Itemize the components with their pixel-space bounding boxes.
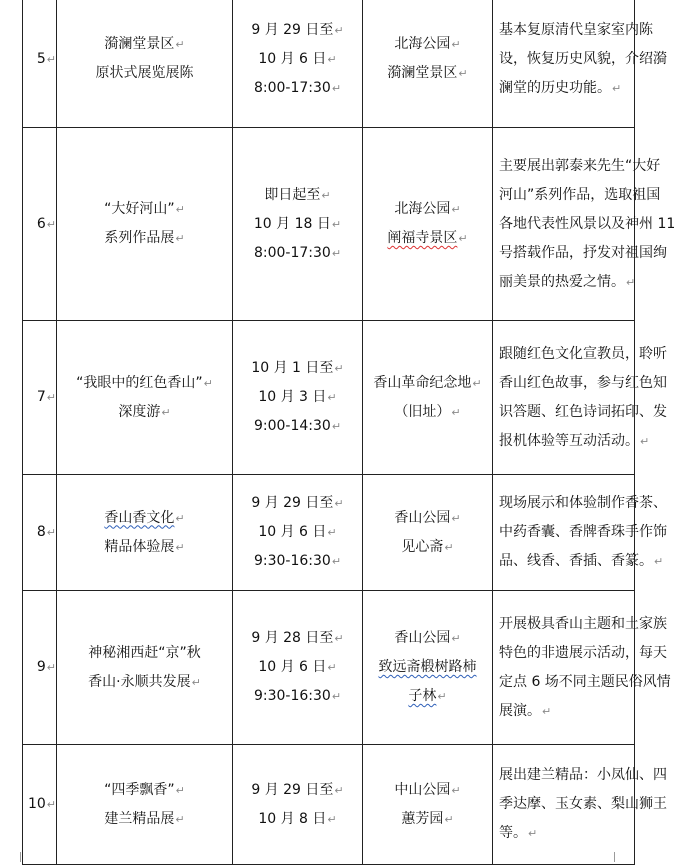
event-location-line: 漪澜堂景区 [387,65,458,81]
event-location-line: （旧址） [394,403,451,420]
event-description-line: 河山”系列作品，选取祖国 [499,186,661,203]
event-time-line: 10 月 3 日 [258,389,327,405]
event-location-cell: 香山公园↵ 致远斋椴树路柿 子林↵ [363,591,493,745]
event-description-line: 主要展出郭泰来先生“大好 [499,157,661,174]
event-location-line: 中山公园 [394,781,451,798]
table-row [23,475,635,591]
event-location-line: 见心斋 [401,538,444,555]
event-time-cell: 即日起至↵ 10 月 18 日↵ 8:00-17:30↵ [233,128,363,321]
event-name-line: 系列作品展 [104,230,175,246]
event-time-line: 8:00-17:30 [253,244,331,261]
event-name-line: 深度游 [118,403,161,420]
event-time-line: 10 月 8 日 [258,810,327,827]
page-corner-mark-left [10,852,21,862]
event-name-line: 原状式展览展陈 [95,65,194,81]
event-description-cell: 主要展出郭泰来先生“大好 河山”系列作品，选取祖国 各地代表性风景以及神州 11 号搭载作品，抒发对祖国绚 丽美景的热爱之情。↵ [493,128,635,321]
event-time-cell: 9 月 29 日至↵ 10 月 6 日↵ 9:30-16:30↵ [233,475,363,591]
event-description-line: 澜堂的历史功能。 [499,79,611,96]
event-name-cell: “我眼中的红色香山”↵ 深度游↵ [57,321,233,475]
event-time-line: 10 月 6 日 [258,524,327,540]
event-time-line: 9 月 28 日至 [251,630,334,646]
event-description-line: 设，恢复历史风貌，介绍漪 [499,50,667,67]
event-name-cell: 漪澜堂景区↵ 原状式展览展陈 [57,0,233,128]
row-number-cell: 9↵ [23,591,57,745]
event-time-line: 9 月 29 日至 [251,495,334,511]
event-time-line: 10 月 18 日 [253,215,331,232]
table-row [23,128,635,321]
event-description-line: 跟随红色文化宣教员，聆听 [499,345,667,362]
event-description-line: 品、线香、香插、香篆。 [499,553,653,569]
event-time-line: 8:00-17:30 [253,79,331,96]
event-location-line: 致远斋椴树路柿 [378,659,477,675]
event-description-line: 中药香囊、香牌香珠手作饰 [499,524,667,540]
event-description-line: 开展极具香山主题和土家族 [499,615,667,632]
event-description-line: 特色的非遗展示活动，每天 [499,644,667,661]
table-row [23,321,635,475]
event-name-cell: “四季飘香”↵ 建兰精品展↵ [57,745,233,865]
event-description-line: 基本复原清代皇家室内陈 [499,21,653,38]
row-number-cell: 5↵ [23,0,57,128]
row-number-cell: 8↵ [23,475,57,591]
event-name-cell: 香山香文化↵ 精品体验展↵ [57,475,233,591]
event-description-line: 等。 [499,825,527,841]
table-row [23,0,635,128]
event-name-line: 神秘湘西赶“京”秋 [88,644,201,661]
event-name-line: 香山香文化 [104,509,175,526]
event-description-cell: 现场展示和体验制作香茶、 中药香囊、香牌香珠手作饰 品、线香、香插、香篆。↵ [493,475,635,591]
row-number-cell: 7↵ [23,321,57,475]
event-name-line: 精品体验展 [104,538,175,555]
event-description-line: 识答题、红色诗词拓印、发 [499,403,667,420]
row-number: 6 [36,215,46,232]
event-name-cell: 神秘湘西赶“京”秋 香山·永顺共发展↵ [57,591,233,745]
event-time-line: 10 月 6 日 [258,50,327,67]
event-description-line: 季达摩、玉女素、梨山狮王 [499,796,667,812]
event-name-line: 漪澜堂景区 [104,36,175,52]
events-table [22,0,675,865]
event-name-line: 香山·永顺共发展 [88,673,191,690]
event-time-line: 9 月 29 日至 [251,781,334,798]
event-location-line: 香山公园 [394,630,451,646]
event-description-line: 定点 6 场不同主题民俗风情 [499,673,671,690]
event-description-cell: 跟随红色文化宣教员，聆听 香山红色故事，参与红色知 识答题、红色诗词拓印、发 报机体验等互动活动。↵ [493,321,635,475]
event-description-cell: 基本复原清代皇家室内陈 设，恢复历史风貌，介绍漪 澜堂的历史功能。↵ [493,0,635,128]
event-location-line: 香山公园 [394,509,451,526]
event-location-cell: 香山公园↵ 见心斋↵ [363,475,493,591]
event-time-line: 9 月 29 日至 [251,21,334,38]
row-number: 10 [27,796,46,812]
event-location-line: 子林 [408,688,437,704]
row-number: 8 [36,524,46,540]
event-description-line: 号搭载作品，抒发对祖国绚 [499,244,667,261]
event-name-cell: “大好河山”↵ 系列作品展↵ [57,128,233,321]
event-location-cell: 北海公园↵ 阐福寺景区↵ [363,128,493,321]
row-number: 5 [36,50,46,67]
page-corner-mark-right [614,852,625,862]
event-time-line: 9:30-16:30 [253,688,331,704]
event-description-line: 香山红色故事，参与红色知 [499,374,667,391]
table-row [23,745,635,865]
event-description-line: 丽美景的热爱之情。 [499,273,625,290]
event-time-line: 即日起至 [264,186,321,203]
event-name-line: “大好河山” [104,201,175,217]
event-time-line: 9:30-16:30 [253,553,331,569]
event-description-line: 展演。 [499,702,541,719]
event-location-line: 北海公园 [394,201,451,217]
row-number: 9 [36,659,46,675]
event-time-line: 10 月 6 日 [258,659,327,675]
event-name-line: “我眼中的红色香山” [76,374,203,391]
event-location-line: 北海公园 [394,36,451,52]
events-table-body [23,0,675,865]
row-number-cell: 6↵ [23,128,57,321]
event-location-line: 阐福寺景区 [387,230,458,246]
event-time-line: 10 月 1 日至 [251,360,334,376]
event-location-cell: 香山革命纪念地↵ （旧址）↵ [363,321,493,475]
event-location-line: 香山革命纪念地 [373,374,472,391]
row-number: 7 [36,389,46,405]
event-time-line: 9:00-14:30 [253,418,331,434]
event-description-line: 各地代表性风景以及神州 11 [499,215,675,232]
event-time-cell: 9 月 28 日至↵ 10 月 6 日↵ 9:30-16:30↵ [233,591,363,745]
event-time-cell: 10 月 1 日至↵ 10 月 3 日↵ 9:00-14:30↵ [233,321,363,475]
event-name-line: “四季飘香” [104,781,175,798]
event-description-line: 报机体验等互动活动。 [499,432,639,449]
event-time-cell: 9 月 29 日至↵ 10 月 6 日↵ 8:00-17:30↵ [233,0,363,128]
event-name-line: 建兰精品展 [104,810,175,827]
row-number-cell: 10↵ [23,745,57,865]
table-row [23,591,635,745]
event-location-cell: 中山公园↵ 蕙芳园↵ [363,745,493,865]
event-description-line: 现场展示和体验制作香茶、 [499,495,667,511]
event-location-line: 蕙芳园 [401,810,444,827]
event-description-line: 展出建兰精品：小凤仙、四 [499,767,667,783]
event-location-cell: 北海公园↵ 漪澜堂景区↵ [363,0,493,128]
event-description-cell: 展出建兰精品：小凤仙、四 季达摩、玉女素、梨山狮王 等。↵ [493,745,635,865]
event-time-cell: 9 月 29 日至↵ 10 月 8 日↵ [233,745,363,865]
event-description-cell: 开展极具香山主题和土家族 特色的非遗展示活动，每天 定点 6 场不同主题民俗风情 展演。↵ [493,591,635,745]
